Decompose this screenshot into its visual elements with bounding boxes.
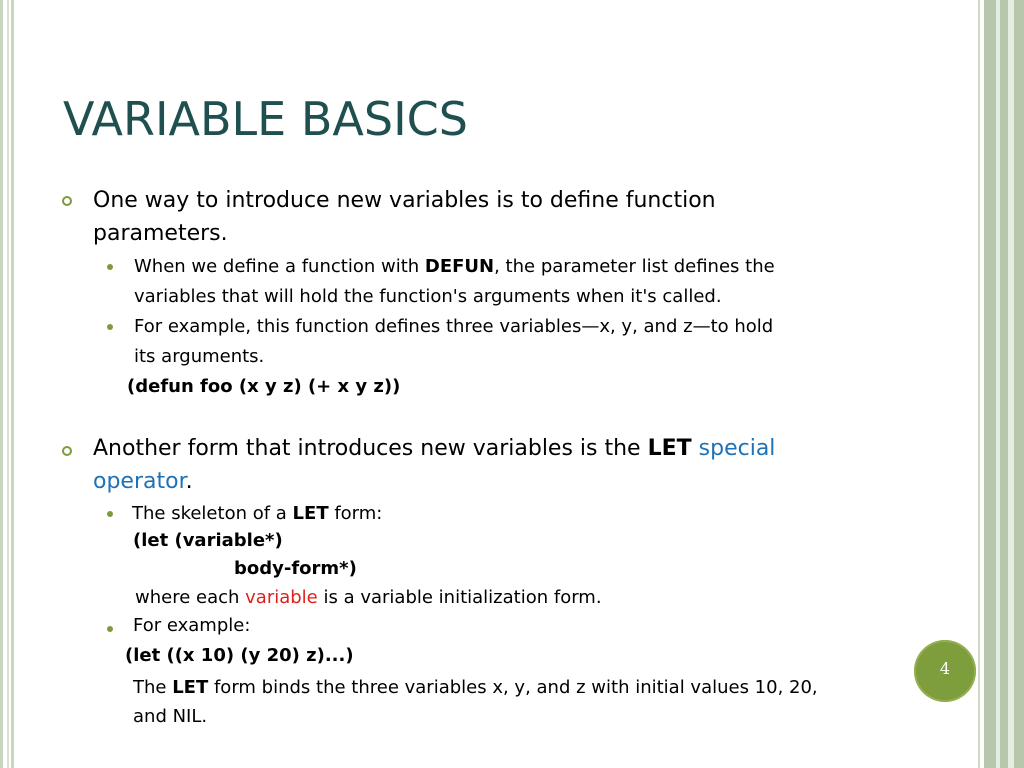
code-defun-example: (defun foo (x y z) (+ x y z)) [127, 376, 401, 397]
code-let-skeleton-line-1: (let (variable*) [133, 530, 283, 551]
left-frame-border [0, 0, 14, 768]
defun-keyword: DEFUN [424, 256, 495, 277]
final-post: form binds the three variables x, y, and z with initial values 10, 20, [208, 677, 818, 698]
code-let-example: (let ((x 10) (y 20) z)...) [125, 645, 354, 666]
sub-2-1-post: form: [328, 503, 383, 524]
bullet-2-period: . [185, 469, 193, 494]
dot-bullet-icon [107, 264, 113, 270]
dot-bullet-icon [107, 626, 113, 632]
bullet-1-line-1: One way to introduce new variables is to define function [93, 188, 716, 213]
let-keyword: LET [647, 436, 692, 461]
dot-bullet-icon [107, 511, 113, 517]
sub-1-1-pre: When we define a function with [134, 256, 425, 277]
right-frame-stripes [978, 0, 1024, 768]
let-keyword: LET [172, 677, 209, 698]
where-pre: where each [135, 587, 246, 608]
sub-bullet-1-1 [134, 252, 954, 312]
final-pre: The [133, 677, 173, 698]
dot-bullet-icon [107, 324, 113, 330]
bullet-1-text [93, 184, 923, 250]
variable-highlight: variable [245, 587, 318, 608]
bullet-2-pre: Another form that introduces new variables is the [93, 436, 648, 461]
where-text [135, 587, 602, 608]
bullet-2-text [93, 432, 923, 498]
operator-link[interactable]: operator [93, 469, 186, 494]
final-text [133, 673, 983, 731]
ring-bullet-icon [62, 446, 72, 456]
sub-2-1-pre: The skeleton of a [132, 503, 293, 524]
final-line-2: and NIL. [133, 706, 208, 727]
let-keyword: LET [292, 503, 329, 524]
sub-bullet-2-2: For example: [133, 615, 251, 636]
sub-bullet-1-2 [134, 312, 954, 372]
slide-title: VARIABLE BASICS [63, 92, 468, 146]
sub-1-2-line-2: its arguments. [134, 346, 265, 367]
page-number-badge: 4 [914, 640, 976, 702]
special-link[interactable]: special [698, 436, 776, 461]
where-post: is a variable initialization form. [317, 587, 602, 608]
sub-1-1-post: , the parameter list defines the [494, 256, 775, 277]
code-let-skeleton-line-2: body-form*) [234, 558, 357, 579]
sub-1-1-line-2: variables that will hold the function's arguments when it's called. [134, 286, 722, 307]
bullet-1-line-2: parameters. [93, 221, 228, 246]
ring-bullet-icon [62, 196, 72, 206]
sub-bullet-2-1 [132, 499, 952, 529]
sub-1-2-line-1: For example, this function defines three variables—x, y, and z—to hold [134, 316, 774, 337]
